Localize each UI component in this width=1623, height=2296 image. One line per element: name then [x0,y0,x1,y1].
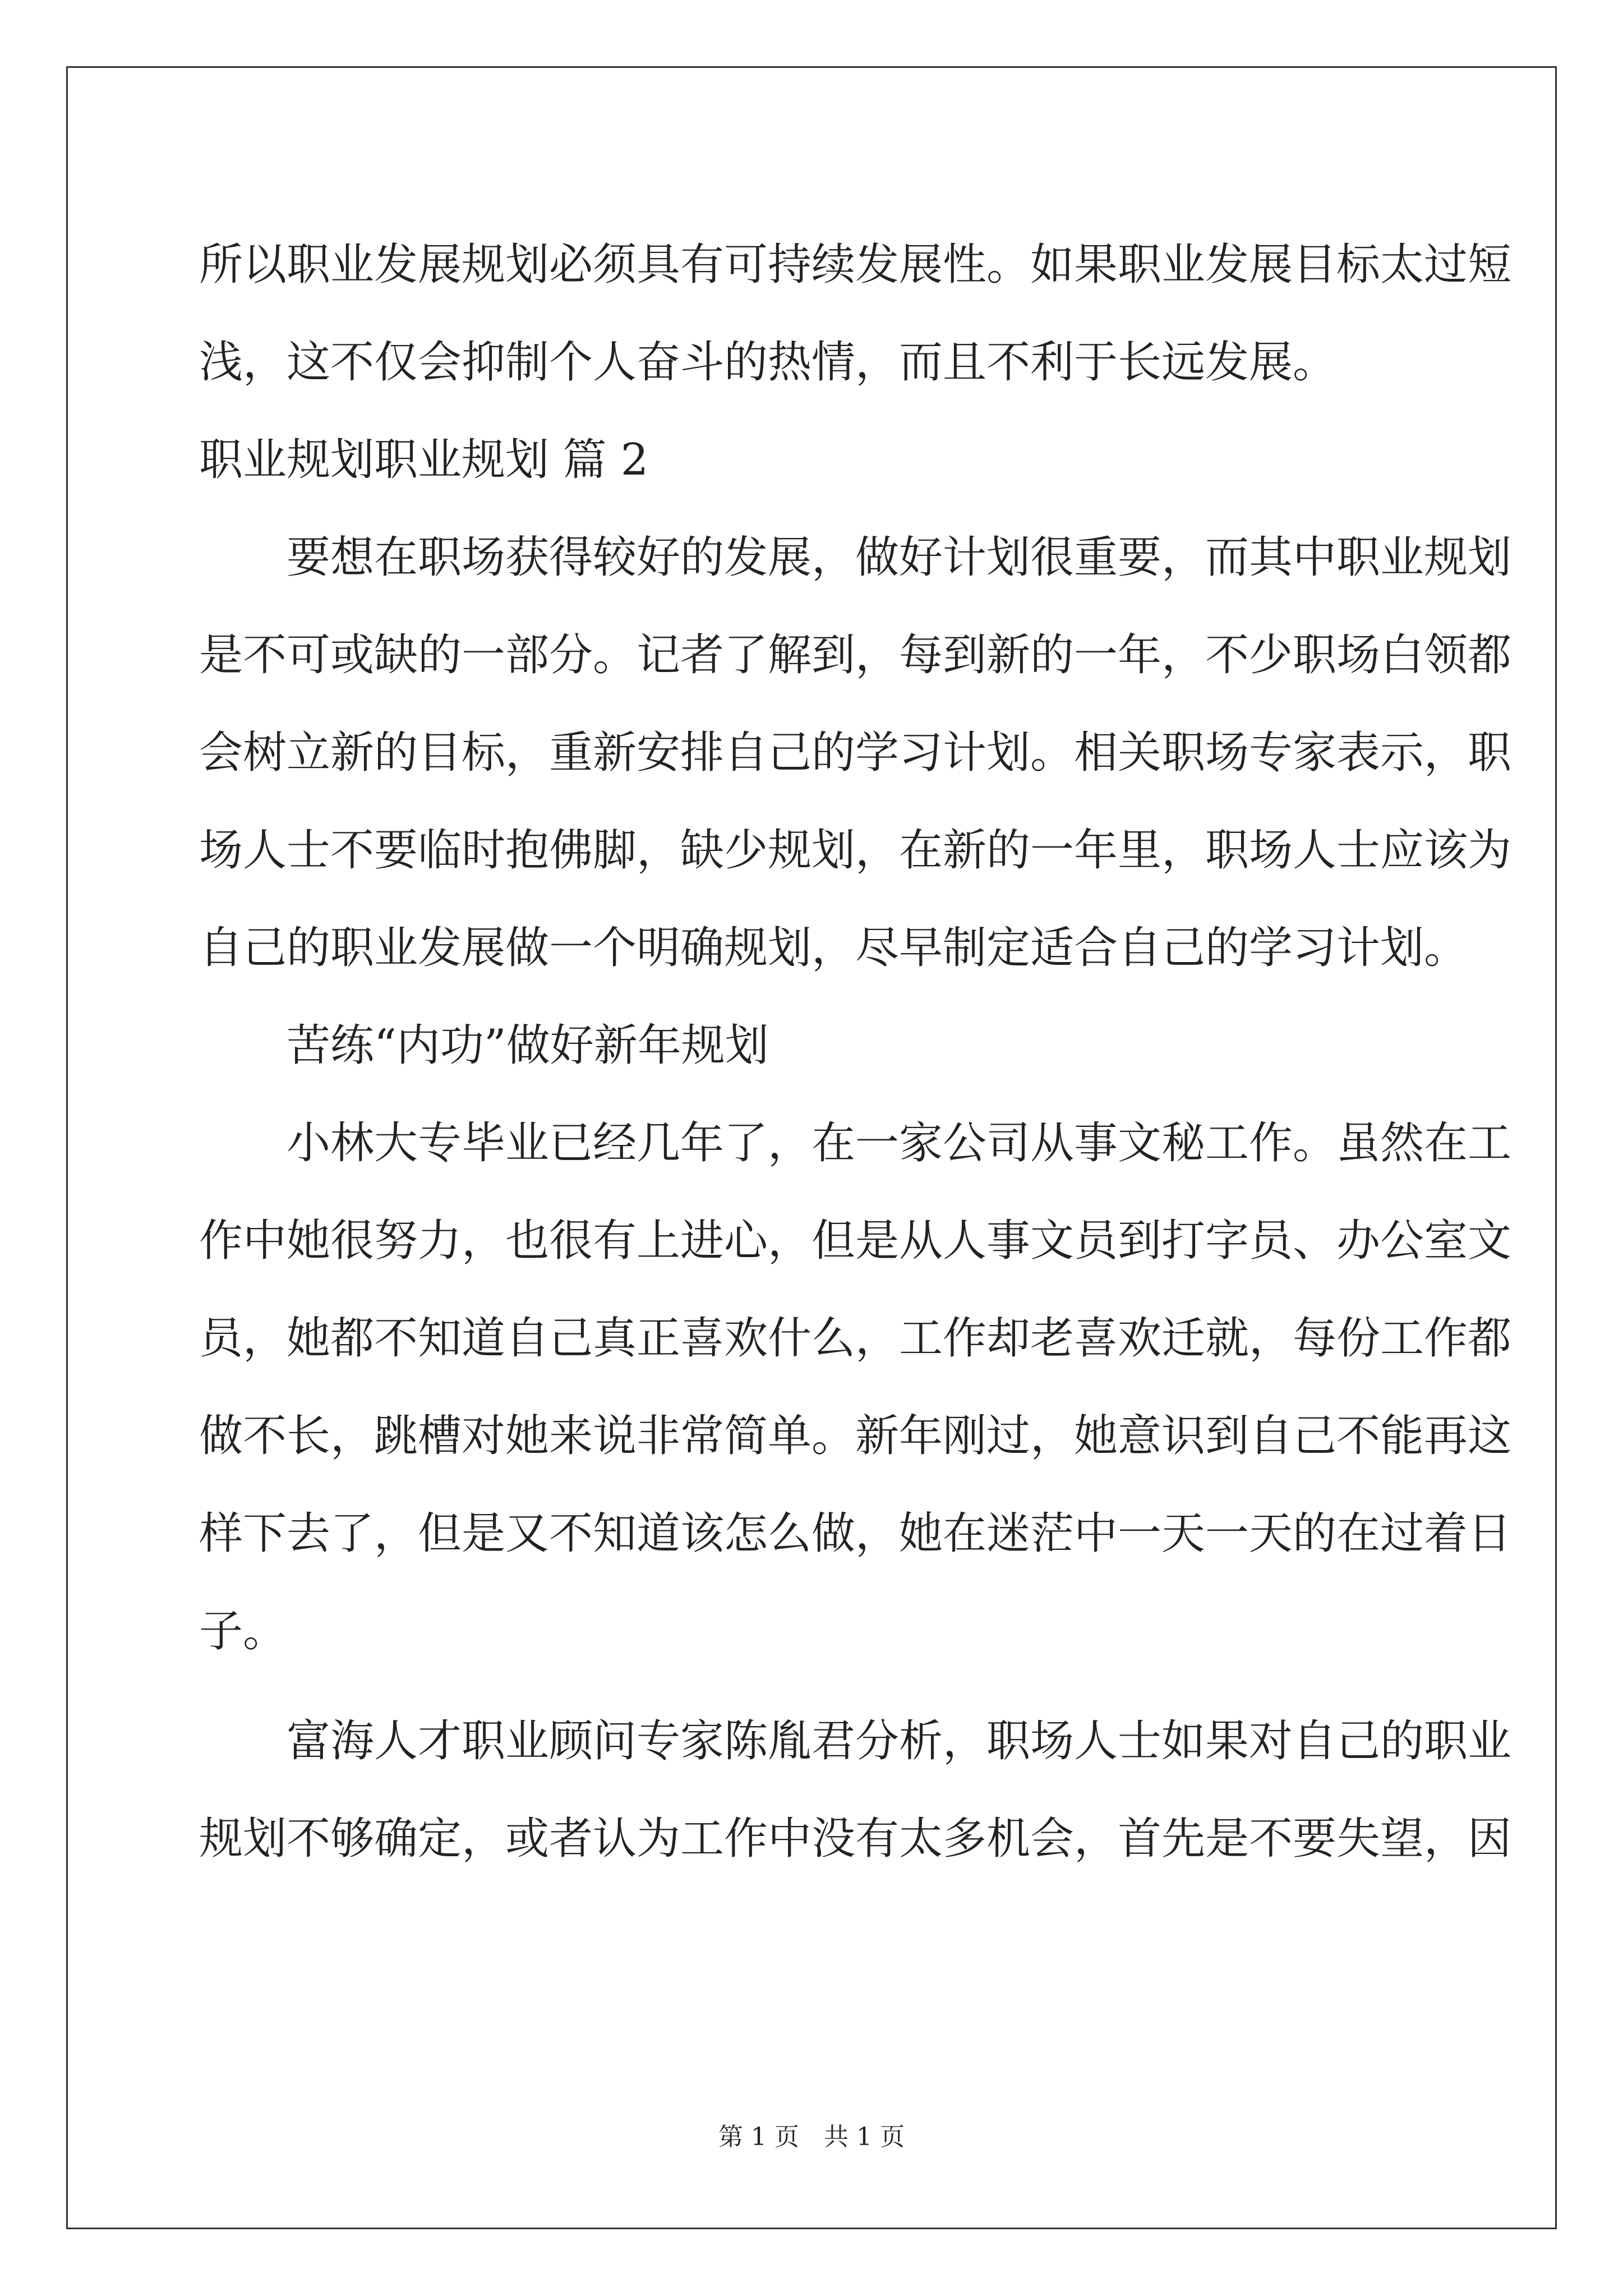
page-number-footer: 第 1 页 共 1 页 [718,2123,905,2151]
text-line: 小林大专毕业已经几年了，在一家公司从事文秘工作。虽然在工 [287,1118,1512,1168]
text-line: 会树立新的目标，重新安排自己的学习计划。相关职场专家表示，职 [199,728,1512,778]
text-line: 子。 [199,1606,287,1657]
subheading-line: 苦练“内功”做好新年规划 [287,1020,769,1071]
text-line: 要想在职场获得较好的发展，做好计划很重要，而其中职业规划 [287,532,1512,583]
text-line: 样下去了，但是又不知道该怎么做，她在迷茫中一天一天的在过着日 [199,1508,1512,1559]
text-line: 富海人才职业顾问专家陈胤君分析，职场人士如果对自己的职业 [287,1716,1512,1766]
text-line: 浅，这不仅会抑制个人奋斗的热情，而且不利于长远发展。 [199,337,1337,388]
text-line: 规划不够确定，或者认为工作中没有太多机会，首先是不要失望，因 [199,1814,1512,1864]
section-heading [199,411,1433,509]
text-line: 作中她很努力，也很有上进心，但是从人事文员到打字员、办公室文 [199,1216,1512,1266]
subheading [199,997,1433,1094]
text-line: 场人士不要临时抱佛脚，缺少规划，在新的一年里，职场人士应该为 [199,825,1512,876]
text-line: 所以职业发展规划必须具有可持续发展性。如果职业发展目标太过短 [199,240,1512,290]
text-line: 做不长，跳槽对她来说非常简单。新年刚过，她意识到自己不能再这 [199,1411,1512,1461]
text-line: 是不可或缺的一部分。记者了解到，每到新的一年，不少职场白领都 [199,630,1512,680]
paragraph-2 [199,509,1512,997]
text-line: 员，她都不知道自己真正喜欢什么，工作却老喜欢迁就，每份工作都 [199,1313,1512,1364]
document-body [199,216,1512,1888]
heading-line: 职业规划职业规划 篇 2 [199,435,649,485]
paragraph-4 [199,1692,1512,1888]
paragraph-1 [199,216,1512,411]
paragraph-3 [199,1094,1512,1680]
text-line: 自己的职业发展做一个明确规划，尽早制定适合自己的学习计划。 [199,923,1468,973]
